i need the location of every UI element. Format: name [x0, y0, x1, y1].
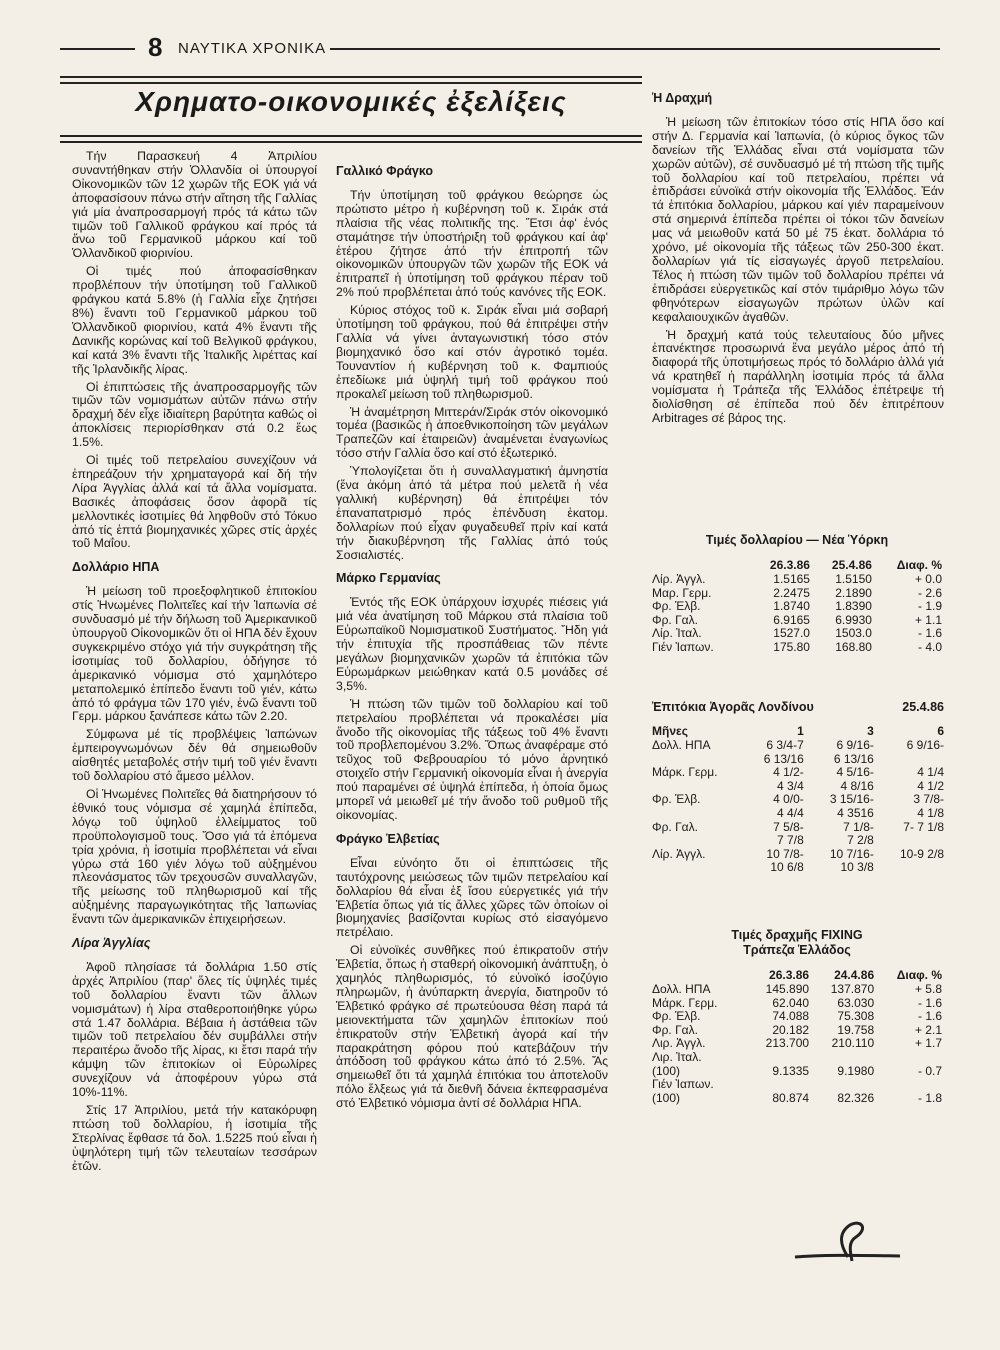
table-cell: 4 3516	[837, 805, 874, 820]
paragraph: Οἱ ἐπιπτώσεις τῆς ἀναπροσαρμογῆς τῶν τιμῶν τῶν νομισμάτων αὐτῶν πάνω στήν δραχμή δέν εἶχε ἰδιαίτερη βαρύτητα καθώς οἱ ἀποκλίσεις περιορίσθηκαν στά 0.2 ἕως 1.5%.	[72, 379, 317, 450]
table-row	[652, 641, 942, 655]
row-label: Λιρ. Ἰταλ.	[652, 1049, 702, 1064]
table-header-row	[652, 558, 942, 573]
table-cell: 6 3/4-7	[766, 738, 804, 752]
table-cell: 4 5/16-	[836, 765, 874, 780]
table-cell: 63.030	[837, 995, 875, 1010]
table-row	[652, 780, 944, 794]
table-cell: 4 4/4	[777, 805, 804, 820]
table-cell: 6 13/16	[833, 751, 874, 766]
table-row	[652, 821, 944, 835]
table-cell: 213.700	[765, 1036, 810, 1051]
article-headline: Χρηματο-οικονομικές ἐξελίξεις	[135, 86, 567, 117]
row-label: Γιέν Ἰαπων.	[652, 639, 714, 654]
table-cell: 10 6/8	[770, 860, 804, 875]
row-label: Φρ. Ἑλβ.	[652, 599, 701, 614]
table-cell	[874, 1078, 942, 1092]
row-label	[652, 780, 740, 794]
table-row	[652, 807, 944, 821]
section-heading-gbp: Λίρα Ἀγγλίας	[72, 936, 151, 951]
header-rule-right	[330, 48, 940, 50]
table-cell: 2.1890	[835, 585, 872, 600]
row-label: Μάρκ. Γερμ.	[652, 765, 718, 780]
table-cell: 6 9/16-	[836, 738, 874, 752]
table-cell: 4 8/16	[840, 778, 874, 793]
paragraph: Σύμφωνα μέ τίς προβλέψεις Ἰαπώνων ἐμπειρογνωμόνων δέν θά σημειωθοῦν αἰσθητές μεταβολές στήν τιμή τοῦ γιέν ἔναντι τοῦ δολλαρίου στό ἄμεσο μέλλον.	[72, 727, 317, 784]
row-label: Φρ. Γαλ.	[652, 819, 698, 834]
table-row	[652, 753, 944, 767]
table-row	[652, 848, 944, 862]
table-cell: 6.9165	[773, 612, 810, 627]
table-header-row	[652, 724, 944, 739]
row-label: Δολλ. ΗΠΑ	[652, 738, 711, 752]
table-cell: - 2.6	[917, 585, 942, 600]
table-row	[652, 1024, 942, 1038]
table-cell: 9.1335	[772, 1063, 810, 1078]
paragraph: Ἡ πτώση τῶν τιμῶν τοῦ δολλαρίου καί τοῦ πετρελαίου προβλέπεται νά προκαλέσει μία ἄνοδο τῆς οἰκονομίας τῆς τάξεως τοῦ 4% ἔναντι τοῦ προβλεπομένου 3.2%. Ὅπως ἀναφέραμε στό τεῦχος τοῦ Φεβρουαρίου τό μόνο ἀρνητικό στοιχεῖο στήν Γερμανική οἰκονομία εἶναι ἡ ἀνεργία πού παραμένει σέ ὑψηλά ἐπίπεδα, ἡ ὁποία ὅμως μπορεῖ νά μειωθεῖ μέ τήν ἄνοδο τοῦ ρυθμοῦ τῆς οἰκονομίας.	[336, 696, 608, 822]
table-header-cell: 1	[797, 724, 804, 738]
table-cell: 1.5165	[773, 572, 810, 586]
table-cell: 3 15/16-	[829, 792, 874, 807]
header-rule-left	[60, 48, 135, 50]
table-cell: - 1.9	[917, 599, 942, 614]
paragraph: Κύριος στόχος τοῦ κ. Σιράκ εἶναι μιά σοβαρή ὑποτίμηση τοῦ φράγκου, πού θά ἐπιτρέψει στήν Γαλλία νά γίνει ἀνταγωνιστική τόσο στόν βιομηχανικό ὅσο καί στόν ἀγροτικό τομέα. Τουναντίον ἡ κυβέρνηση τοῦ κ. Φαμπιούς ἐπεδίωκε μιά ὑψηλή τιμή τοῦ φράγκου πού προκαλεῖ μείωση τοῦ πληθωρισμοῦ.	[336, 303, 608, 401]
table-cell: 6.9930	[835, 612, 872, 627]
table-cell: + 0.0	[914, 572, 942, 586]
table-row	[652, 1065, 942, 1079]
column-1	[72, 150, 317, 1178]
table-cell	[874, 1051, 942, 1065]
table-cell: - 4.0	[917, 639, 942, 654]
table-cell: 4 1/4	[917, 765, 944, 780]
table-cell: + 1.1	[914, 612, 942, 627]
row-label: Γιέν Ἰαπων.	[652, 1077, 714, 1092]
table-cell: 2.2475	[773, 585, 810, 600]
row-label: Φρ. Ἑλβ.	[652, 792, 701, 807]
table-cell: 7- 7 1/8	[903, 819, 944, 834]
row-label	[652, 753, 740, 767]
section-heading-frf: Γαλλικό Φράγκο	[336, 164, 434, 178]
row-label: Μάρκ. Γερμ.	[652, 995, 718, 1010]
table-cell: 210.110	[831, 1036, 875, 1051]
table-row	[652, 861, 944, 875]
table-row	[652, 627, 942, 641]
table-row	[652, 997, 942, 1011]
table-cell: - 0.7	[917, 1063, 942, 1078]
row-label: (100)	[652, 1090, 681, 1105]
table-cell: 7 2/8	[847, 833, 874, 848]
table-row	[652, 573, 942, 587]
table-row	[652, 983, 942, 997]
table-row	[652, 600, 942, 614]
table-cell: 74.088	[772, 1009, 810, 1024]
paragraph: Στίς 17 Ἀπριλίου, μετά τήν κατακόρυφη πτώση τοῦ δολλαρίου, ἡ ἰσοτιμία τῆς Στερλίνας ἔφθασε τά δολ. 1.5225 πού εἶναι ἡ ὑψηλότερη τιμή τῶν τελευταίων τεσσάρων ἐτῶν.	[72, 1103, 317, 1173]
table-header-cell: Διαφ. %	[896, 968, 942, 982]
table-row	[652, 1037, 942, 1051]
table-cell: 10 3/8	[840, 860, 874, 875]
paragraph: Ἡ μείωση τῶν ἐπιτοκίων τόσο στίς ΗΠΑ ὅσο καί στήν Δ. Γερμανία καί Ἰαπωνία, (ὁ κύριος ὄγκος τῶν δανείων τῆς Ἑλλάδας εἶναι στά νομίσματα τῶν χωρῶν αὐτῶν), σέ συνδυασμό μέ τή πτώση τῆς τιμῆς τοῦ δολλαρίου καί τοῦ πετρελαίου, πρέπει νά ἐπιδράσει εὐνοϊκά στήν οἰκονομία τῆς Ἑλλάδος. Ἐάν τά ἐπιτόκια δολλαρίου, μάρκου καί γιέν παραμείνουν στά σημερινά ἐπίπεδα πρέπει οἱ τόκοι τῶν δανείων μας νά μειωθοῦν κατά 50 μέ 75 ἑκατ. δολλάρια τό χρόνο, μέ οἰκονομία τῆς τάξεως τῶν 250-300 ἑκατ. δολλαρίων γιά τίς εἰσαγωγές ἀργοῦ πετρελαίου. Τέλος ἡ πτώση τῶν τιμῶν τοῦ δολλαρίου πρέπει νά ἐπιδράσει εὐεργετικῶς καί στόν τιμάριθμο λόγω τῶν φθηνότερων εἰσαγωγῶν πρώτων ὑλῶν καί κεφαλαιουχικῶν ἀγαθῶν.	[652, 114, 944, 324]
table-cell: 6 13/16	[763, 751, 804, 766]
row-label: Λίρ. Ἀγγλ.	[652, 846, 706, 861]
table-cell	[874, 753, 944, 767]
table-header-cell: Διαφ. %	[896, 558, 942, 572]
table-cell: 20.182	[772, 1022, 810, 1037]
table-cell: 4 1/2-	[773, 765, 804, 780]
paragraph: Οἱ Ἡνωμένες Πολιτεῖες θά διατηρήσουν τό ἐθνικό τους νόμισμα σέ χαμηλά ἐπίπεδα, λόγῳ τοῦ ὑψηλοῦ ἐλλείμματος τοῦ προϋπολογισμοῦ τους. Ὅσο γιά τά ἑπόμενα τρία χρόνια, ἡ ἰσοτιμία προβλέπεται νά εἶναι γύρω στά 160 γιέν λόγω τοῦ αὐξημένου πλεονάσματος τῶν τρεχουσῶν συναλλαγῶν, τῆς μείωσης τοῦ πληθωρισμοῦ καί τῆς αὐξημένης παραγωγικότητας τῆς Ἰαπωνίας ἔναντι τῶν ἀμερικανικῶν ἐπιχειρήσεων.	[72, 786, 317, 927]
table-cell	[809, 1078, 874, 1092]
table-cell: 7 1/8-	[843, 819, 874, 834]
table-cell	[874, 834, 944, 848]
table-header-cell: 6	[937, 724, 944, 738]
paragraph: Οἱ εὐνοϊκές συνθῆκες πού ἐπικρατοῦν στήν Ἑλβετία, ὅπως ἡ σταθερή οἰκονομική ἀνάπτυξη, ὁ χαμηλός πληθωρισμός, τό εὐνοϊκό ἰσοζύγιο πληρωμῶν, ἡ ἀνύπαρκτη ἀνεργία, διατηροῦν τό Ἑλβετικό φράγκο σέ πρωτεύουσα θέση παρά τά μειονεκτήματα τῶν χαμηλῶν ἐπιτοκίων πού ἐπικρατοῦν στήν Ἑλβετική ἀγορά καί τήν παρακράτηση φόρου πού κατεβάζουν τήν ἀπόδοση τοῦ φράγκου κάτω ἀπό τό 2.5%. Ἄς σημειωθεῖ ὅτι τά χαμηλά ἐπιτόκια του ἀποτελοῦν πόλο ἕλξεως γιά τά διεθνῆ δάνεια ἐκπεφρασμένα στό Ἑλβετικό νόμισμα ἀντί σέ δολλάρια ΗΠΑ.	[336, 943, 608, 1111]
row-label: Λιρ. Ἀγγλ.	[652, 1036, 706, 1051]
table-subtitle: Τράπεζα Ἑλλάδος	[743, 943, 851, 957]
row-label: Φρ. Ἑλβ.	[652, 1009, 701, 1024]
section-heading-grd: Ἡ Δραχμή	[652, 91, 713, 105]
table-row	[652, 766, 944, 780]
table-title: Τιμές δολλαρίου — Νέα Ὑόρκη	[705, 533, 889, 547]
row-label: Μαρ. Γερμ.	[652, 585, 712, 600]
table-cell: 4 0/0-	[773, 792, 804, 807]
table-cell: 6 9/16-	[906, 738, 944, 752]
table-cell: 175.80	[773, 639, 810, 654]
row-label: Δολλ. ΗΠΑ	[652, 982, 711, 996]
table-cell	[874, 861, 944, 875]
table-header-cell	[652, 968, 744, 983]
signature-mark	[790, 1215, 910, 1265]
table-cell: + 5.8	[914, 982, 942, 996]
paragraph: Ἡ δραχμή κατά τούς τελευταίους δύο μῆνες ἐπανέκτησε προσωρινά ἕνα μεγάλο μέρος ἀπό τή διαφορά τῆς ὑποτιμήσεως πρός τό δολλάριο ἀλλά γιά νά κρατηθεῖ ἡ παράλληλη ἰσοτιμία πρός τά ἄλλα νομίσματα ἡ Τράπεζα τῆς Ἑλλάδος ἐπέτρεψε τή διολίσθηση σέ ἐπίπεδα πού δέν ἐπιτρέπουν Arbitrages σέ βάρος της.	[652, 327, 944, 425]
table-cell: 1527.0	[773, 626, 810, 641]
table-header-cell	[652, 558, 748, 573]
section-heading-chf: Φράγκο Ἑλβετίας	[336, 831, 440, 846]
table-cell: 82.326	[837, 1090, 875, 1105]
paragraph: Ἡ ἀναμέτρηση Μιττεράν/Σιράκ στόν οἰκονομικό τομέα (βασικῶς ἡ ἀποεθνικοποίηση τῶν μεγάλων Τραπεζῶν καί ἑταιρειῶν) ἀναμένεται ἐναγωνίως τόσο στήν Γαλλία ὅσο καί στό ἐξωτερικό.	[336, 404, 608, 461]
table-cell: 62.040	[772, 995, 810, 1010]
row-label: Λίρ. Ἰταλ.	[652, 626, 702, 641]
paragraph: Ἐντός τῆς ΕΟΚ ὑπάρχουν ἰσχυρές πιέσεις γιά μιά νέα ἀνατίμηση τοῦ Μάρκου στά πλαίσια τοῦ Εὐρωπαϊκοῦ Νομισματικοῦ Συστήματος. Ἤδη γιά τήν ἐπιτυχία τῆς προσπάθειας τῶν πέντε μεγάλων βιομηχανικῶν χωρῶν τά ἐπιτόκια τῶν Εὐρωμάρκων μειώθηκαν κατά 0.5 μονάδες σέ 3,5%.	[336, 595, 608, 693]
table-title: Ἐπιτόκια Ἀγορᾶς Λονδίνου	[652, 700, 814, 714]
table-cell: 9.1980	[837, 1063, 875, 1078]
table-cell: 137.870	[830, 982, 875, 996]
row-label: Φρ. Γαλ.	[652, 612, 698, 627]
table-row	[652, 614, 942, 628]
table-cell: + 1.7	[914, 1036, 942, 1051]
paragraph: Ἡ μείωση τοῦ προεξοφλητικοῦ ἐπιτοκίου στίς Ἡνωμένες Πολιτεῖες καί τήν Ἰαπωνία σέ συνδυασμό μέ τήν δήλωση τοῦ Ἀμερικανικοῦ ὑπουργοῦ Οἰκονομικῶν ὅτι οἱ ΗΠΑ δέν ἔχουν συγκεκριμένο στόχο γιά τήν συγκράτηση τῆς ἰσοτιμίας τοῦ δολλαρίου, ὁδήγησε τό ἀμερικανικό νόμισμα στό χαμηλότερο μεταπολεμικό ἐπίπεδο ἔναντι τοῦ γιέν, κάτω ἀπό τό φράγμα τῶν 170 γιέν, ἐνῶ ἔναντι τοῦ Γερμ. μάρκου ξανάπεσε κάτω τῶν 2.20.	[72, 584, 317, 724]
table-cell: 1503.0	[835, 626, 872, 641]
paragraph: Τήν Παρασκευή 4 Ἀπριλίου συναντήθηκαν στήν Ὁλλανδία οἱ ὑπουργοί Οἰκονομικῶν τῶν 12 χωρῶν τῆς ΕΟΚ γιά νά ἀποφασίσουν πάνω στήν αἴτηση τῆς Γαλλίας γιά μία ἀναπροσαρμογή πρός τά κάτω τῶν τιμῶν τοῦ Γαλλικοῦ φράγκου καί πρός τά ἄνω τοῦ Γερμανικοῦ μάρκου καί τοῦ Ὁλλανδικοῦ φιορινίου.	[72, 149, 317, 261]
table-cell: 10-9 2/8	[899, 846, 944, 861]
paragraph: Ἀφοῦ πλησίασε τά δολλάρια 1.50 στίς ἀρχές Ἀπριλίου (παρ' ὅλες τίς ὑψηλές τιμές τοῦ δολλαρίου ἔναντι τῶν ἄλλων νομισμάτων) ἡ λίρα σταθεροποιήθηκε γύρω στά 1.47 δολλάρια. Βέβαια ἡ ἀστάθεια τῶν τιμῶν τοῦ πετρελαίου δέν συμβάλλει στήν περαιτέρω ἄνοδο τῆς λίρας, κι ἔτσι παρά τήν κάμψη τῶν ἐπιτοκίων οἱ Εὐρωλίρες συνεχίζουν νά ἀποφέρουν γύρω στά 10%-11%.	[72, 959, 317, 1100]
table-row	[652, 739, 944, 753]
table-cell: 75.308	[837, 1009, 875, 1024]
table-header-cell: 24.4.86	[834, 968, 875, 982]
table-cell: 168.80	[835, 639, 872, 654]
row-label: Φρ. Γαλ.	[652, 1022, 698, 1037]
headline-rules-bottom	[60, 135, 642, 147]
table-cell: 7 5/8-	[773, 819, 804, 834]
table-row	[652, 793, 944, 807]
table-cell: - 1.6	[917, 626, 942, 641]
table-cell: - 1.8	[917, 1090, 942, 1105]
table-row	[652, 1010, 942, 1024]
table-cell: 10 7/8-	[766, 846, 804, 861]
table-row	[652, 1078, 942, 1092]
table-cell: - 1.6	[917, 995, 942, 1010]
table-cell: 4 3/4	[777, 778, 804, 793]
table-cell: 7 7/8	[777, 833, 804, 848]
row-label	[652, 807, 740, 821]
table-cell: 145.890	[765, 982, 810, 996]
table-title: Τιμές δραχμῆς FIXING	[731, 928, 863, 942]
table-row	[652, 1092, 942, 1106]
table-header-cell: 26.3.86	[769, 558, 810, 572]
publication-name: ΝΑΥΤΙΚΑ ΧΡΟΝΙΚΑ	[178, 40, 327, 57]
table-cell: 4 1/2	[917, 778, 944, 793]
table-cell: 4 1/8	[917, 805, 944, 820]
table-header-cell: 3	[867, 724, 874, 738]
page-header	[60, 30, 940, 70]
table-cell: 1.8390	[835, 599, 872, 614]
column-3	[652, 92, 944, 430]
table-row	[652, 1051, 942, 1065]
dollar-rates-table	[652, 533, 942, 655]
table-cell: 80.874	[772, 1090, 810, 1105]
table-date: 25.4.86	[902, 700, 944, 714]
table-row	[652, 834, 944, 848]
table-cell: 1.8740	[773, 599, 810, 614]
london-rates-table	[652, 700, 944, 875]
table-header-cell: 26.3.86	[769, 968, 810, 982]
column-2	[336, 155, 608, 1115]
row-label	[652, 834, 740, 848]
row-label: Λίρ. Ἀγγλ.	[652, 572, 706, 586]
table-cell	[744, 1051, 809, 1065]
table-cell: + 2.1	[914, 1022, 942, 1037]
paragraph: Οἱ τιμές πού ἀποφασίσθηκαν προβλέπουν τήν ὑποτίμηση τοῦ Γαλλικοῦ φράγκου κατά 5.8% (ἡ Γαλλία εἶχε ζητήσει 8%) ἔναντι τοῦ Γερμανικοῦ μάρκου τοῦ Ὁλλανδικοῦ φιορινίου, κατά 4% ἔναντι τῆς Δανικῆς κορώνας καί τοῦ Βελγικοῦ φράγκου, καί κατά 3% ἔναντι τῆς Ἰταλικῆς λιρέττας καί τῆς Ἰρλανδικῆς λίρας.	[72, 264, 317, 376]
paragraph: Εἶναι εὐνόητο ὅτι οἱ ἐπιπτώσεις τῆς ταυτόχρονης μειώσεως τῶν τιμῶν πετρελαίου καί δολλαρίου θά εἶναι ἐξ ἴσου εὐεργετικές γιά τήν Ἑλβετία ὅπως γιά τίς ἄλλες χῶρες τῶν ὁποίων οἱ βιομηχανίες βασίζονται κυρίως στό εἰσαγόμενο πετρέλαιο.	[336, 855, 608, 940]
table-cell: 1.5150	[835, 572, 872, 586]
row-label: (100)	[652, 1063, 681, 1078]
section-heading-dem: Μάρκο Γερμανίας	[336, 571, 441, 586]
table-cell: 19.758	[837, 1022, 875, 1037]
paragraph: Ὑπολογίζεται ὅτι ἡ συναλλαγματική ἀμνηστία (ἕνα ἀκόμη ἀπό τά μέτρα πού μελετᾶ ἡ νέα γαλλική κυβέρνηση) θά ἐπιτρέψει τόν ἐπαναπατρισμό πρός ἐπένδυση ἑκατομ. δολλαρίων πού εἶχαν φυγαδευθεῖ πρίν καί κατά τήν διακυβέρνηση τῆς Γαλλίας ἀπό τούς Σοσιαλιστές.	[336, 464, 608, 562]
page-number: 8	[148, 32, 163, 62]
row-label	[652, 861, 740, 875]
table-cell: 3 7/8-	[913, 792, 944, 807]
section-heading-usd: Δολλάριο ΗΠΑ	[72, 560, 160, 575]
table-cell	[809, 1051, 874, 1065]
table-cell: - 1.6	[917, 1009, 942, 1024]
table-cell: 10 7/16-	[829, 846, 874, 861]
table-header-row	[652, 968, 942, 983]
table-header-cell: 25.4.86	[831, 558, 872, 572]
drachma-fixing-table	[652, 928, 942, 1105]
table-header-cell: Μῆνες	[652, 724, 688, 738]
table-cell	[744, 1078, 809, 1092]
paragraph: Οἱ τιμές τοῦ πετρελαίου συνεχίζουν νά ἐπηρεάζουν τήν χρηματαγορά καί δή τήν Λίρα Ἀγγλίας ἀλλά καί τά ἄλλα νομίσματα. Βασικές ἀποφάσεις ὅσον ἀφορᾶ τίς μελλοντικές ἰσοτιμίες θά ληφθοῦν στό Τόκυο ἀπό τίς ἑπτά βιομηχανικές χῶρες στίς ἀρχές τοῦ Μαΐου.	[72, 453, 317, 551]
paragraph: Τήν ὑποτίμηση τοῦ φράγκου θεώρησε ὡς πρώτιστο μέτρο ἡ κυβέρνηση τοῦ κ. Σιράκ στά πλαίσια τῆς νέας πολιτικῆς της. Ἔτσι ἀφ' ἑνός σταμάτησε τήν ὑποστήριξη τοῦ φράγκου καί ἀφ' ἑτέρου ζήτησε ἀπό τήν ἐπιτροπή τῶν οἰκονομικῶν ὑπουργῶν τῶν χωρῶν τῆς ΕΟΚ νά ἐπιτραπεῖ ἡ ὑποτίμηση τοῦ φράγκου πέραν τοῦ 2% πού προβλέπεται ἀπό τούς κανόνες τῆς ΕΟΚ.	[336, 187, 608, 300]
table-row	[652, 587, 942, 601]
